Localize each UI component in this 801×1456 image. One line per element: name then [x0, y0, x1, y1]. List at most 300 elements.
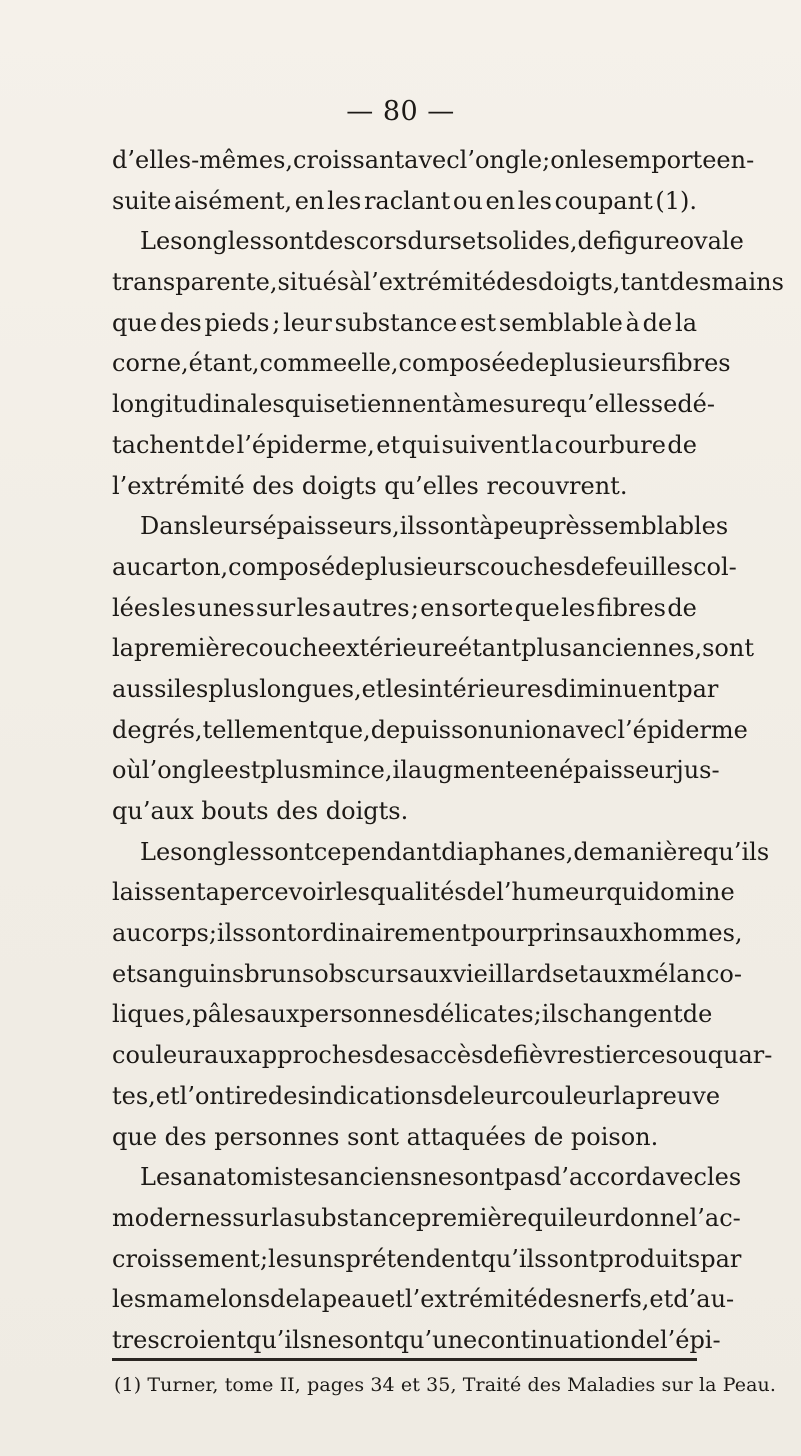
- word: la: [271, 1203, 294, 1232]
- word: qu’elles: [384, 471, 479, 500]
- word: composé: [228, 552, 336, 581]
- text-line: [112, 1320, 721, 1361]
- word: ongles: [182, 837, 262, 866]
- word: pieds: [204, 308, 270, 337]
- word: sont: [347, 1122, 399, 1151]
- word: pourprins: [470, 919, 590, 948]
- word: autres: [332, 593, 410, 622]
- word: apercevoir: [205, 878, 336, 907]
- text-line: [112, 669, 719, 710]
- word: étant,: [188, 349, 260, 378]
- word: avec: [561, 715, 618, 744]
- word: diaphanes,: [441, 837, 574, 866]
- text-line: [112, 221, 744, 262]
- word: l’extrémité: [363, 268, 497, 297]
- word: avec: [404, 146, 460, 174]
- word: continuation: [477, 1325, 631, 1354]
- word: leurs: [201, 512, 263, 541]
- word: ou: [452, 186, 483, 215]
- word: en: [294, 186, 325, 215]
- body-text: [112, 140, 784, 1361]
- word: et: [462, 227, 486, 256]
- word: des: [313, 227, 356, 256]
- word: est: [459, 308, 497, 337]
- text-line: [112, 710, 748, 751]
- word: couche: [245, 634, 332, 663]
- word: aux: [588, 959, 632, 988]
- word: aussi: [112, 674, 175, 703]
- word: qui: [527, 1203, 566, 1232]
- word: fibres: [661, 349, 731, 378]
- word: que: [514, 593, 560, 622]
- text-line: [112, 913, 743, 954]
- word: qui: [284, 390, 324, 419]
- word: fibres: [596, 593, 666, 622]
- word: et: [155, 1081, 180, 1110]
- word: semblables: [591, 512, 729, 541]
- word: des: [669, 268, 712, 297]
- word: situés: [277, 268, 350, 297]
- word: leur: [565, 1203, 615, 1232]
- word: en: [529, 756, 559, 785]
- word: Les: [140, 837, 183, 866]
- word: couleur: [112, 1041, 205, 1070]
- word: en-: [716, 146, 755, 174]
- word: étant: [457, 634, 522, 663]
- word: manière: [602, 837, 704, 866]
- word: sanguins: [135, 959, 245, 988]
- word: avec: [651, 1163, 707, 1192]
- word: qu’ils: [245, 1325, 313, 1354]
- word: aisément,: [173, 186, 293, 215]
- text-line: [112, 425, 697, 466]
- word: des: [267, 1081, 310, 1110]
- word: composée: [398, 349, 520, 378]
- word: courbure: [554, 430, 666, 459]
- word: les: [561, 593, 596, 622]
- word: indications: [309, 1081, 444, 1110]
- text-line: [112, 140, 755, 181]
- word: mesure: [465, 390, 557, 419]
- word: croissement: [112, 1244, 260, 1273]
- word: aux: [256, 1000, 300, 1029]
- word: uns: [302, 1244, 346, 1273]
- word: couches: [476, 552, 576, 581]
- word: par: [700, 1244, 742, 1273]
- footnote: (1) Turner, tome II, pages 34 et 35, Traité des Maladies sur la Peau.: [114, 1374, 777, 1396]
- word: sont: [427, 512, 480, 541]
- word: sont: [261, 227, 314, 256]
- text-line: [112, 303, 697, 344]
- text-line: [112, 1279, 735, 1320]
- word: anatomistes: [182, 1163, 330, 1192]
- word: pas: [503, 1163, 546, 1192]
- word: et: [564, 959, 589, 988]
- word: épaisseur: [558, 756, 677, 785]
- word: les: [296, 593, 331, 622]
- word: de: [575, 552, 606, 581]
- word: de: [573, 837, 603, 866]
- word: de: [682, 1000, 713, 1029]
- word: longues,: [259, 674, 362, 703]
- word: des: [537, 1285, 580, 1314]
- word: ils: [399, 512, 428, 541]
- word: par: [677, 674, 719, 703]
- word: à: [349, 268, 364, 297]
- word: Les: [140, 227, 183, 256]
- word: ;: [272, 308, 281, 337]
- word: de: [577, 227, 608, 256]
- word: couleur: [521, 1081, 614, 1110]
- word: se: [650, 390, 678, 419]
- word: en: [420, 593, 450, 622]
- text-line: [112, 954, 742, 995]
- word: aux: [204, 1041, 248, 1070]
- word: figure: [607, 227, 680, 256]
- word: leur: [283, 308, 332, 337]
- word: les: [580, 146, 615, 174]
- word: ;: [259, 1244, 269, 1273]
- text-line: [112, 994, 713, 1035]
- word: les: [161, 593, 196, 622]
- word: suite: [112, 186, 172, 215]
- text-line: [112, 1198, 741, 1239]
- word: plusieurs: [549, 349, 662, 378]
- page-number: — 80 —: [346, 96, 455, 127]
- word: corps: [141, 919, 209, 948]
- text-line: [112, 872, 735, 913]
- word: l’extrémité: [404, 1285, 538, 1314]
- word: cependant: [313, 837, 442, 866]
- word: elle,: [347, 349, 399, 378]
- word: doigts.: [325, 797, 409, 825]
- word: des: [159, 308, 202, 337]
- word: ils: [216, 919, 245, 948]
- word: ovale: [679, 227, 744, 256]
- word: vieillards: [452, 959, 565, 988]
- word: sont: [702, 634, 754, 663]
- word: des: [252, 471, 295, 500]
- word: suivent: [441, 430, 530, 459]
- footnote-divider: [112, 1358, 697, 1361]
- word: anciens: [329, 1163, 423, 1192]
- word: au: [112, 919, 142, 948]
- word: mains: [711, 268, 784, 297]
- word: tiennent: [349, 390, 452, 419]
- word: l’épiderme,: [236, 430, 375, 459]
- word: des: [373, 1041, 416, 1070]
- word: tes,: [112, 1081, 156, 1110]
- text-line: [112, 628, 754, 669]
- word: union: [493, 715, 562, 744]
- word: mélanco-: [631, 959, 742, 988]
- word: approches: [247, 1041, 374, 1070]
- word: que: [112, 1122, 158, 1151]
- word: on: [550, 146, 581, 174]
- word: plus: [260, 756, 312, 785]
- word: modernes: [112, 1203, 233, 1232]
- word: nerfs,: [579, 1285, 650, 1314]
- word: son: [451, 715, 494, 744]
- word: bruns: [244, 959, 315, 988]
- word: feuilles: [605, 552, 694, 581]
- word: la: [613, 1081, 636, 1110]
- word: l’ongle: [141, 756, 225, 785]
- word: l’épiderme: [617, 715, 748, 744]
- word: l’extrémité: [112, 471, 245, 500]
- word: sur: [256, 593, 296, 622]
- word: de: [533, 1122, 564, 1151]
- word: qu’ils: [480, 1244, 547, 1273]
- word: extérieure: [331, 634, 458, 663]
- word: l’ac-: [689, 1203, 741, 1232]
- word: de: [483, 1041, 514, 1070]
- word: ;: [208, 919, 217, 948]
- word: intérieures: [419, 674, 554, 703]
- word: jus-: [676, 756, 720, 785]
- word: les: [517, 186, 552, 215]
- word: produits: [598, 1244, 701, 1273]
- text-line: [112, 750, 720, 791]
- word: de: [519, 349, 550, 378]
- word: domine: [644, 878, 735, 907]
- word: ne: [422, 1163, 453, 1192]
- word: sorte: [451, 593, 514, 622]
- word: première: [133, 634, 246, 663]
- text-line: [112, 1076, 721, 1117]
- word: carton,: [141, 552, 229, 581]
- text-line: [112, 1035, 773, 1076]
- word: à: [625, 308, 640, 337]
- word: substance: [293, 1203, 416, 1232]
- text-line: [112, 547, 737, 588]
- text-line: [112, 262, 784, 303]
- word: la: [531, 430, 554, 459]
- word: aux: [589, 919, 633, 948]
- text-line: [112, 181, 697, 222]
- word: bouts: [201, 797, 269, 825]
- word: transparente,: [112, 268, 278, 297]
- word: degrés,: [112, 715, 203, 744]
- word: lées: [112, 593, 161, 622]
- word: ;: [533, 1000, 542, 1029]
- word: d’accord: [545, 1163, 652, 1192]
- word: les: [385, 674, 420, 703]
- word: près: [538, 512, 592, 541]
- word: l’ongle: [459, 146, 543, 174]
- word: les: [268, 1244, 303, 1273]
- word: Les: [140, 1163, 183, 1192]
- word: et: [376, 430, 401, 459]
- word: de: [466, 878, 497, 907]
- word: où: [112, 756, 142, 785]
- word: coupant: [554, 186, 653, 215]
- word: leur: [472, 1081, 522, 1110]
- word: recouvrent.: [486, 471, 628, 500]
- text-line: [112, 384, 715, 425]
- word: obscurs: [314, 959, 410, 988]
- word: et: [381, 1285, 405, 1314]
- word: les: [112, 1285, 147, 1314]
- word: changent: [569, 1000, 683, 1029]
- word: dé-: [677, 390, 715, 419]
- word: personnes: [214, 1122, 340, 1151]
- word: ;: [542, 146, 551, 174]
- word: première: [415, 1203, 528, 1232]
- word: anciennes,: [571, 634, 703, 663]
- word: tachent: [112, 430, 205, 459]
- word: durs: [407, 227, 462, 256]
- word: au: [112, 552, 142, 581]
- word: diminuent: [553, 674, 678, 703]
- text-line: [112, 506, 729, 547]
- text-line: [112, 343, 731, 384]
- word: sont: [341, 1325, 394, 1354]
- word: les: [174, 674, 209, 703]
- word: cors: [355, 227, 408, 256]
- word: mince,: [311, 756, 393, 785]
- word: (1).: [655, 186, 697, 215]
- text-line: [112, 832, 770, 873]
- word: hommes,: [632, 919, 743, 948]
- word: laissent: [112, 878, 206, 907]
- word: ordinairement: [296, 919, 471, 948]
- word: que: [112, 308, 158, 337]
- word: tant: [620, 268, 670, 297]
- word: à: [479, 512, 494, 541]
- word: des: [276, 797, 319, 825]
- word: d’elles-mêmes,: [112, 146, 294, 174]
- word: raclant: [363, 186, 451, 215]
- word: preuve: [635, 1081, 721, 1110]
- word: de: [642, 308, 673, 337]
- word: accès: [415, 1041, 484, 1070]
- word: fièvres: [513, 1041, 595, 1070]
- word: col-: [693, 552, 737, 581]
- word: plus: [208, 674, 260, 703]
- word: les: [335, 878, 370, 907]
- word: substance: [334, 308, 458, 337]
- word: qu’une: [393, 1325, 478, 1354]
- word: quar-: [707, 1041, 773, 1070]
- word: aux: [409, 959, 453, 988]
- word: l’on: [179, 1081, 225, 1110]
- word: peau: [321, 1285, 382, 1314]
- word: d’au-: [673, 1285, 735, 1314]
- word: plus: [521, 634, 572, 663]
- word: ou: [677, 1041, 708, 1070]
- word: doigts,: [537, 268, 621, 297]
- word: et: [361, 674, 386, 703]
- word: ;: [410, 593, 419, 622]
- word: ongles: [182, 227, 262, 256]
- word: Dans: [140, 512, 202, 541]
- text-line: [112, 1157, 742, 1198]
- word: et: [649, 1285, 674, 1314]
- word: des: [496, 268, 538, 297]
- word: sont: [244, 919, 297, 948]
- word: croissant: [293, 146, 405, 174]
- word: qualités: [369, 878, 467, 907]
- word: croient: [159, 1325, 246, 1354]
- word: de: [205, 430, 236, 459]
- word: qui: [401, 430, 441, 459]
- word: solides,: [485, 227, 578, 256]
- word: donne: [614, 1203, 690, 1232]
- word: délicates: [424, 1000, 534, 1029]
- word: sont: [261, 837, 314, 866]
- word: corne,: [112, 349, 189, 378]
- word: qu’ils: [703, 837, 770, 866]
- word: ils: [541, 1000, 570, 1029]
- word: sur: [232, 1203, 272, 1232]
- word: à: [451, 390, 466, 419]
- word: est: [224, 756, 261, 785]
- word: unes: [197, 593, 255, 622]
- word: qui: [606, 878, 645, 907]
- word: tres: [112, 1325, 160, 1354]
- word: sont: [546, 1244, 599, 1273]
- word: mamelons: [146, 1285, 271, 1314]
- word: pâles: [192, 1000, 257, 1029]
- word: qu’elles: [556, 390, 651, 419]
- word: se: [323, 390, 350, 419]
- word: plusieurs: [364, 552, 477, 581]
- word: l’humeur: [496, 878, 607, 907]
- word: tierces: [594, 1041, 678, 1070]
- word: ne: [312, 1325, 342, 1354]
- word: de: [335, 552, 365, 581]
- word: il: [392, 756, 408, 785]
- word: sont: [452, 1163, 504, 1192]
- word: longitudinales: [112, 390, 285, 419]
- word: tire: [224, 1081, 268, 1110]
- word: et: [112, 959, 136, 988]
- word: doigts: [301, 471, 377, 500]
- word: des: [164, 1122, 207, 1151]
- word: emporte: [614, 146, 717, 174]
- word: la: [112, 634, 134, 663]
- word: la: [299, 1285, 322, 1314]
- word: en: [485, 186, 516, 215]
- word: depuis: [370, 715, 452, 744]
- word: prétendent: [345, 1244, 481, 1273]
- word: de: [443, 1081, 473, 1110]
- word: les: [327, 186, 362, 215]
- word: de: [667, 593, 697, 622]
- word: les: [706, 1163, 742, 1192]
- text-line: [112, 1239, 742, 1280]
- text-line: [112, 1117, 697, 1158]
- word: tellement: [202, 715, 319, 744]
- word: peu: [493, 512, 539, 541]
- word: augmente: [407, 756, 530, 785]
- word: de: [630, 1325, 660, 1354]
- word: de: [667, 430, 697, 459]
- word: la: [675, 308, 697, 337]
- word: qu’aux: [112, 797, 194, 825]
- word: que,: [318, 715, 371, 744]
- word: attaquées: [406, 1122, 527, 1151]
- word: semblable: [498, 308, 623, 337]
- word: épaisseurs,: [262, 512, 400, 541]
- word: personnes: [299, 1000, 425, 1029]
- text-line: [112, 466, 697, 507]
- word: liques,: [112, 1000, 193, 1029]
- word: comme: [259, 349, 348, 378]
- word: poison.: [570, 1122, 659, 1151]
- word: de: [270, 1285, 300, 1314]
